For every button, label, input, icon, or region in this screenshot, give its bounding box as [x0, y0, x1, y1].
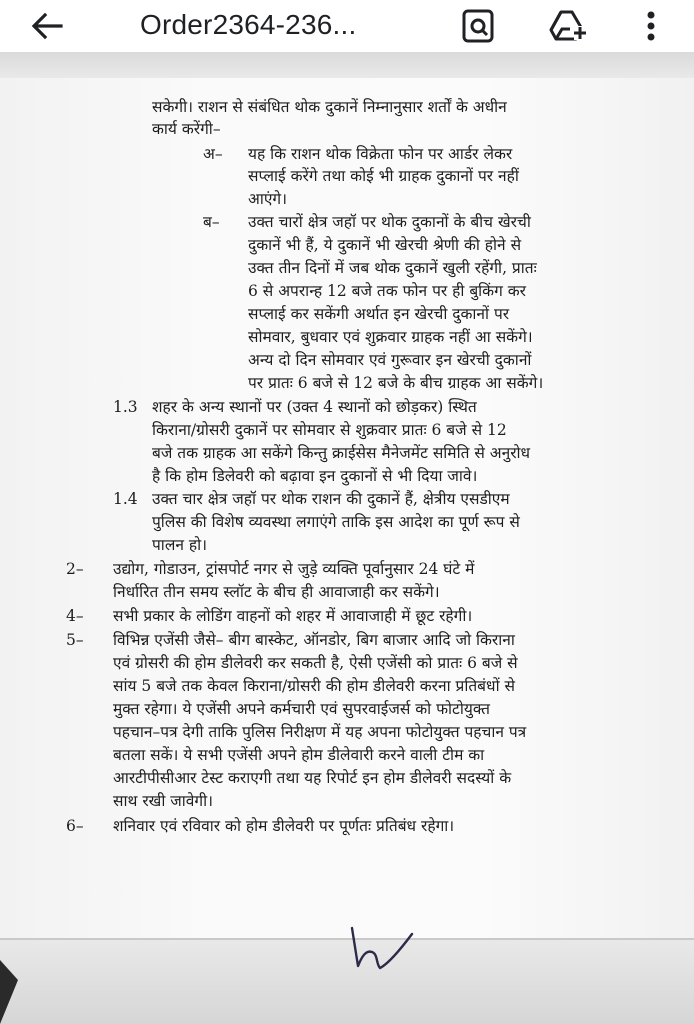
- text-line: सप्लाई करेंगे तथा कोई भी ग्राहक दुकानों पर नहीं: [248, 167, 519, 185]
- sub-item-marker: ब–: [203, 213, 220, 231]
- text-line: शनिवार एवं रविवार को होम डीलेवरी पर पूर्णतः प्रतिबंध रहेगा।: [113, 817, 455, 835]
- handwritten-signature: [342, 920, 422, 980]
- text-line: उक्त तीन दिनों में जब थोक दुकानें खुली रहेंगी, प्रातः: [248, 259, 537, 277]
- text-line: पुलिस की विशेष व्यवस्था लगाएंगे ताकि इस आदेश का पूर्ण रूप से: [152, 513, 520, 531]
- text-line: सभी प्रकार के लोडिंग वाहनों को शहर में आवाजाही में छूट रहेगी।: [113, 607, 473, 625]
- page-edge: [0, 960, 18, 1024]
- text-line: शहर के अन्य स्थानों पर (उक्त 4 स्थानों को छोड़कर) स्थित: [152, 398, 477, 416]
- text-line: विभिन्न एजेंसी जैसे– बीग बास्केट, ऑनडोर, बिग बाजार आदि जो किराना: [113, 631, 515, 649]
- document-title: Order2364-236...: [140, 9, 357, 40]
- text-line: है कि होम डिलेवरी को बढ़ावा इन दुकानों से भी दिया जावे।: [152, 467, 478, 485]
- sub-item-marker: अ–: [203, 145, 223, 163]
- text-line: बजे तक ग्राहक आ सकेंगे किन्तु क्राईसेस मैनेजमेंट समिति से अनुरोध: [152, 444, 531, 462]
- item-number: 1.4: [113, 490, 138, 508]
- text-line: 6 से अपरान्ह 12 बजे तक फोन पर ही बुकिंग कर: [248, 282, 526, 300]
- add-to-drive-button[interactable]: [548, 8, 588, 44]
- lens-button[interactable]: [458, 8, 498, 44]
- text-line: किराना/ग्रोसरी दुकानें पर सोमवार से शुक्रवार प्रातः 6 बजे से 12: [152, 421, 507, 439]
- text-line: बतला सकें। ये सभी एजेंसी अपने होम डीलेवारी करने वाली टीम का: [113, 746, 485, 764]
- item-number: 6–: [66, 817, 84, 835]
- text-line: पर प्रातः 6 बजे से 12 बजे के बीच ग्राहक आ सकेंगे।: [248, 374, 544, 392]
- text-line: सकेगी। राशन से संबंधित थोक दुकानें निम्नानुसार शर्तों के अधीन: [152, 98, 507, 116]
- text-line: सोमवार, बुधवार एवं शुक्रवार ग्राहक नहीं आ सकेंगे।: [248, 328, 533, 346]
- item-number: 4–: [66, 607, 84, 625]
- app-bar: [0, 0, 694, 52]
- text-line: उद्योग, गोडाउन, ट्रांसपोर्ट नगर से जुड़े व्यक्ति पूर्वानुसार 24 घंटे में: [113, 560, 475, 578]
- more-options-button[interactable]: [636, 8, 666, 44]
- text-line: कार्य करेंगी–: [152, 120, 221, 138]
- text-line: एवं ग्रोसरी की होम डीलेवरी कर सकती है, ऐसी एजेंसी को प्रातः 6 बजे से: [113, 654, 518, 672]
- lens-icon: [458, 8, 498, 44]
- text-line: उक्त चारों क्षेत्र जहॉ पर थोक दुकानों के बीच खेरची: [248, 213, 531, 231]
- viewer-background: [0, 52, 694, 78]
- item-number: 2–: [66, 560, 84, 578]
- text-line: यह कि राशन थोक विक्रेता फोन पर आर्डर लेकर: [248, 145, 513, 163]
- more-vert-icon: [636, 8, 666, 44]
- text-line: आरटीपीसीआर टेस्ट कराएगी तथा यह रिपोर्ट इन होम डीलेवरी सदस्यों के: [113, 769, 512, 787]
- text-line: सप्लाई कर सकेंगी अर्थात इन खेरची दुकानों पर: [248, 305, 510, 323]
- text-line: निर्धारित तीन समय स्लॉट के बीच ही आवाजाही कर सकेंगे।: [113, 583, 440, 601]
- text-line: पालन हो।: [152, 536, 207, 554]
- text-line: उक्त चार क्षेत्र जहॉ पर थोक राशन की दुकानें हैं, क्षेत्रीय एसडीएम: [152, 490, 510, 508]
- text-line: अन्य दो दिन सोमवार एवं गुरूवार इन खेरची दुकानों: [248, 351, 532, 369]
- text-line: आएंगे।: [248, 190, 288, 208]
- text-line: साथ रखी जावेगी।: [113, 792, 214, 810]
- text-line: पहचान–पत्र देगी ताकि पुलिस निरीक्षण में यह अपना फोटोयुक्त पहचान पत्र: [113, 723, 527, 741]
- text-line: मुक्त रहेगा। ये एजेंसी अपने कर्मचारी एवं सुपरवाईजर्स को फोटोयुक्त: [113, 700, 491, 718]
- item-number: 1.3: [113, 398, 138, 416]
- text-line: दुकानें भी हैं, ये दुकानें भी खेरची श्रेणी की होने से: [248, 236, 522, 254]
- add-to-drive-icon: [548, 8, 588, 44]
- back-arrow-icon: [30, 10, 64, 42]
- text-line: सांय 5 बजे तक केवल किराना/ग्रोसरी की होम डीलेवरी करना प्रतिबंधों से: [113, 677, 515, 695]
- back-button[interactable]: [30, 10, 64, 42]
- item-number: 5–: [66, 631, 84, 649]
